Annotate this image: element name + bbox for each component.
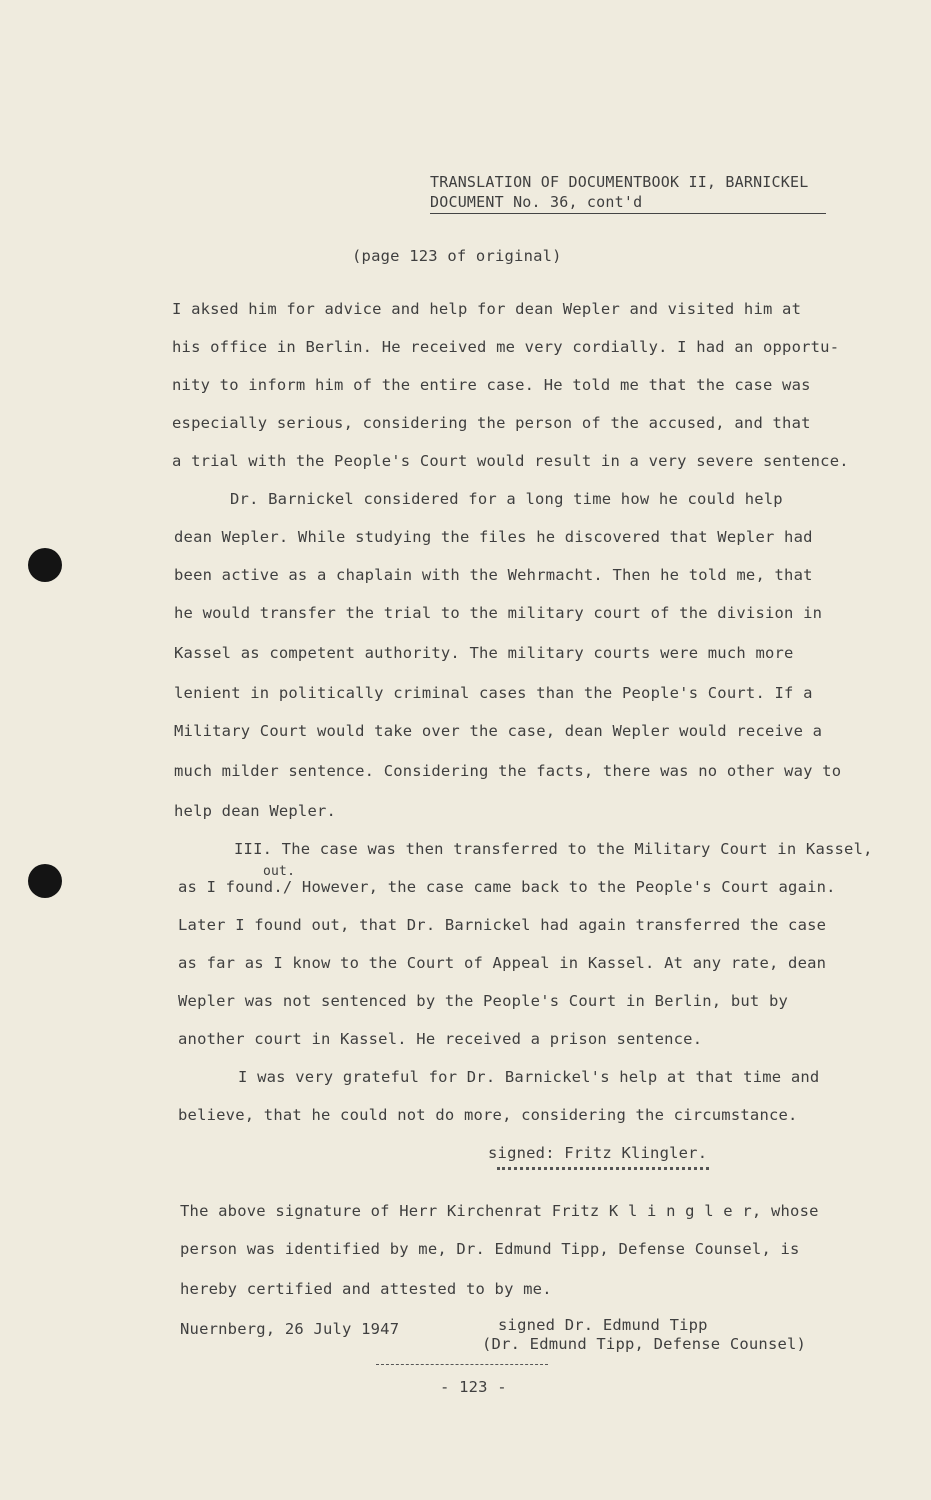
body-line: believe, that he could not do more, considering the circumstance.: [178, 1106, 798, 1124]
signature-tipp-name: (Dr. Edmund Tipp, Defense Counsel): [482, 1335, 807, 1353]
body-line: Later I found out, that Dr. Barnickel had again transferred the case: [178, 916, 827, 934]
document-header: [430, 172, 826, 214]
body-line: III. The case was then transferred to the Military Court in Kassel,: [234, 840, 873, 858]
body-line: I aksed him for advice and help for dean Wepler and visited him at: [172, 300, 802, 318]
page-of-original: (page 123 of original): [352, 247, 562, 265]
body-line: a trial with the People's Court would result in a very severe sentence.: [172, 452, 849, 470]
handwritten-insert: out.: [263, 864, 296, 879]
body-line: as far as I know to the Court of Appeal in Kassel. At any rate, dean: [178, 954, 827, 972]
punch-hole-upper: [28, 548, 62, 582]
dotted-signature-line: [497, 1167, 709, 1170]
punch-hole-lower: [28, 864, 62, 898]
body-line: Military Court would take over the case, dean Wepler would receive a: [174, 722, 823, 740]
certification-line: person was identified by me, Dr. Edmund Tipp, Defense Counsel, is: [180, 1240, 800, 1258]
body-line: been active as a chaplain with the Wehrmacht. Then he told me, that: [174, 566, 813, 584]
footer-separator: [376, 1364, 548, 1365]
certification-line: The above signature of Herr Kirchenrat Fritz K l i n g l e r, whose: [180, 1202, 819, 1220]
header-line-1: TRANSLATION OF DOCUMENTBOOK II, BARNICKEL: [430, 173, 809, 191]
body-line: he would transfer the trial to the military court of the division in: [174, 604, 823, 622]
place-date: Nuernberg, 26 July 1947: [180, 1320, 400, 1338]
body-line: his office in Berlin. He received me very cordially. I had an opportu-: [172, 338, 840, 356]
body-line: much milder sentence. Considering the facts, there was no other way to: [174, 762, 842, 780]
body-line: another court in Kassel. He received a prison sentence.: [178, 1030, 703, 1048]
body-line: help dean Wepler.: [174, 802, 337, 820]
body-line: I was very grateful for Dr. Barnickel's help at that time and: [238, 1068, 820, 1086]
body-line: dean Wepler. While studying the files he discovered that Wepler had: [174, 528, 813, 546]
body-line: Wepler was not sentenced by the People's Court in Berlin, but by: [178, 992, 789, 1010]
page-number: - 123 -: [440, 1378, 507, 1396]
body-line: as I found./ However, the case came back to the People's Court again.: [178, 878, 836, 896]
header-line-2: DOCUMENT No. 36, cont'd: [430, 192, 826, 214]
body-line: Dr. Barnickel considered for a long time how he could help: [230, 490, 783, 508]
signature-tipp: signed Dr. Edmund Tipp: [498, 1316, 708, 1334]
body-line: nity to inform him of the entire case. He told me that the case was: [172, 376, 811, 394]
body-line: especially serious, considering the person of the accused, and that: [172, 414, 811, 432]
certification-line: hereby certified and attested to by me.: [180, 1280, 552, 1298]
body-line: lenient in politically criminal cases than the People's Court. If a: [174, 684, 813, 702]
body-line: Kassel as competent authority. The military courts were much more: [174, 644, 794, 662]
signature-klingler: signed: Fritz Klingler.: [488, 1144, 708, 1162]
